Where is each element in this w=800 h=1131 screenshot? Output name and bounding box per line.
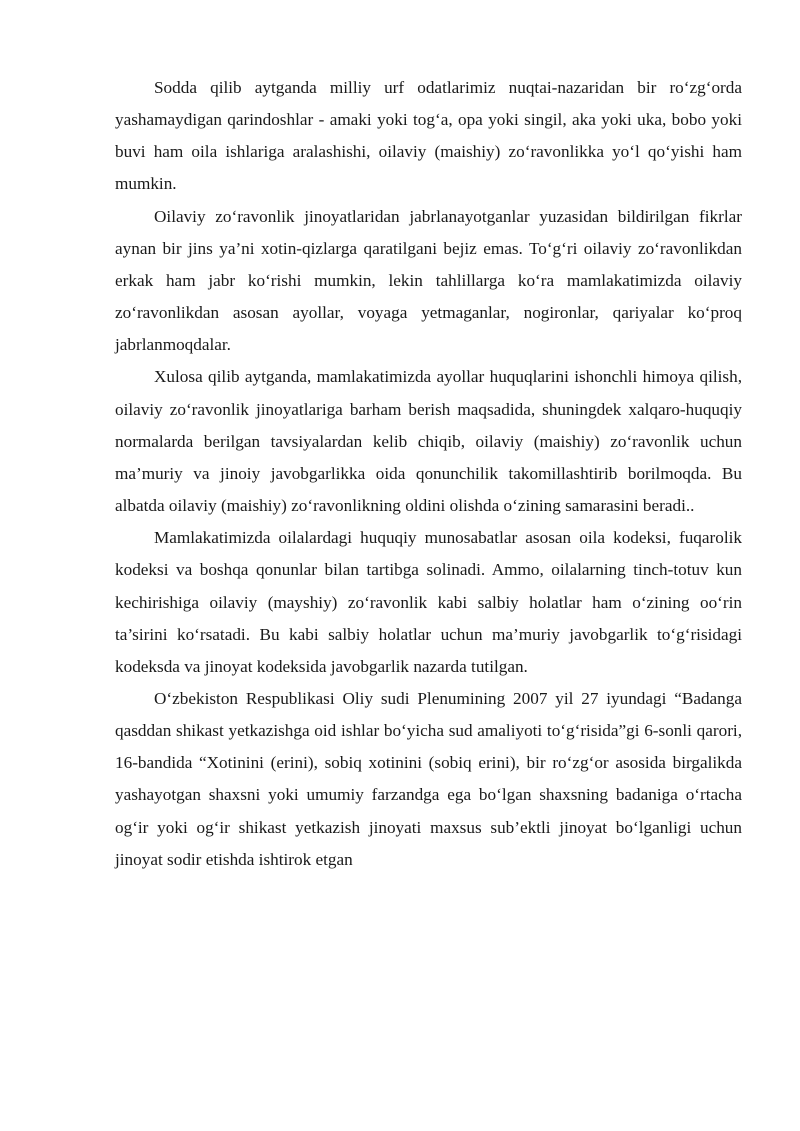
paragraph-4: Mamlakatimizda oilalardagi huquqiy munosabatlar asosan oila kodeksi, fuqarolik kodeksi va boshqa qonunlar bilan tartibga solinadi. Ammo, oilalarning tinch-totuv kun kechirishiga oilaviy (mayshiy) zo‘ravonlik kabi salbiy holatlar ham o‘zining oo‘rin ta’sirini ko‘rsatadi. Bu kabi salbiy holatlar uchun ma’muriy javobgarlik to‘g‘risidagi kodeksda va jinoyat kodeksida javobgarlik nazarda tutilgan. bbox=[115, 528, 742, 676]
paragraph-1: Sodda qilib aytganda milliy urf odatlarimiz nuqtai-nazaridan bir ro‘zg‘orda yashamaydigan qarindoshlar - amaki yoki tog‘a, opa yoki singil, aka yoki uka, bobo yoki buvi ham oila ishlariga aralashishi, oilaviy (maishiy) zo‘ravonlikka yo‘l qo‘yishi ham mumkin. bbox=[115, 78, 742, 194]
paragraph-2: Oilaviy zo‘ravonlik jinoyatlaridan jabrlanayotganlar yuzasidan bildirilgan fikrlar aynan bir jins ya’ni xotin-qizlarga qaratilgani bejiz emas. To‘g‘ri oilaviy zo‘ravonlikdan erkak ham jabr ko‘rishi mumkin, lekin tahlillarga ko‘ra mamlakatimizda oilaviy zo‘ravonlikdan asosan ayollar, voyaga yetmaganlar, nogironlar, qariyalar ko‘proq jabrlanmoqdalar. bbox=[115, 206, 742, 355]
document-body bbox=[115, 72, 742, 876]
paragraph-3: Xulosa qilib aytganda, mamlakatimizda ayollar huquqlarini ishonchli himoya qilish, oilaviy zo‘ravonlik jinoyatlariga barham berish maqsadida, shuningdek xalqaro-huquqiy normalarda berilgan tavsiyalardan kelib chiqib, oilaviy (maishiy) zo‘ravonlik uchun ma’muriy va jinoiy javobgarlikka oida qonunchilik takomillashtirib borilmoqda. Bu albatda oilaviy (maishiy) zo‘ravonlikning oldini olishda o‘zining samarasini beradi.. bbox=[115, 367, 742, 516]
paragraph-5: O‘zbekiston Respublikasi Oliy sudi Plenumining 2007 yil 27 iyundagi “Badanga qasddan shikast yetkazishga oid ishlar bo‘yicha sud amaliyoti to‘g‘risida”gi 6-sonli qarori, 16-bandida “Xotinini (erini), sobiq xotinini (sobiq erini), bir ro‘zg‘or asosida birgalikda yashayotgan shaxsni yoki umumiy farzandga ega bo‘lgan shaxsning badaniga o‘rtacha og‘ir yoki og‘ir shikast yetkazish jinoyati maxsus sub’ektli jinoyat bo‘lganligi uchun jinoyat sodir etishda ishtirok etgan bbox=[115, 688, 742, 869]
